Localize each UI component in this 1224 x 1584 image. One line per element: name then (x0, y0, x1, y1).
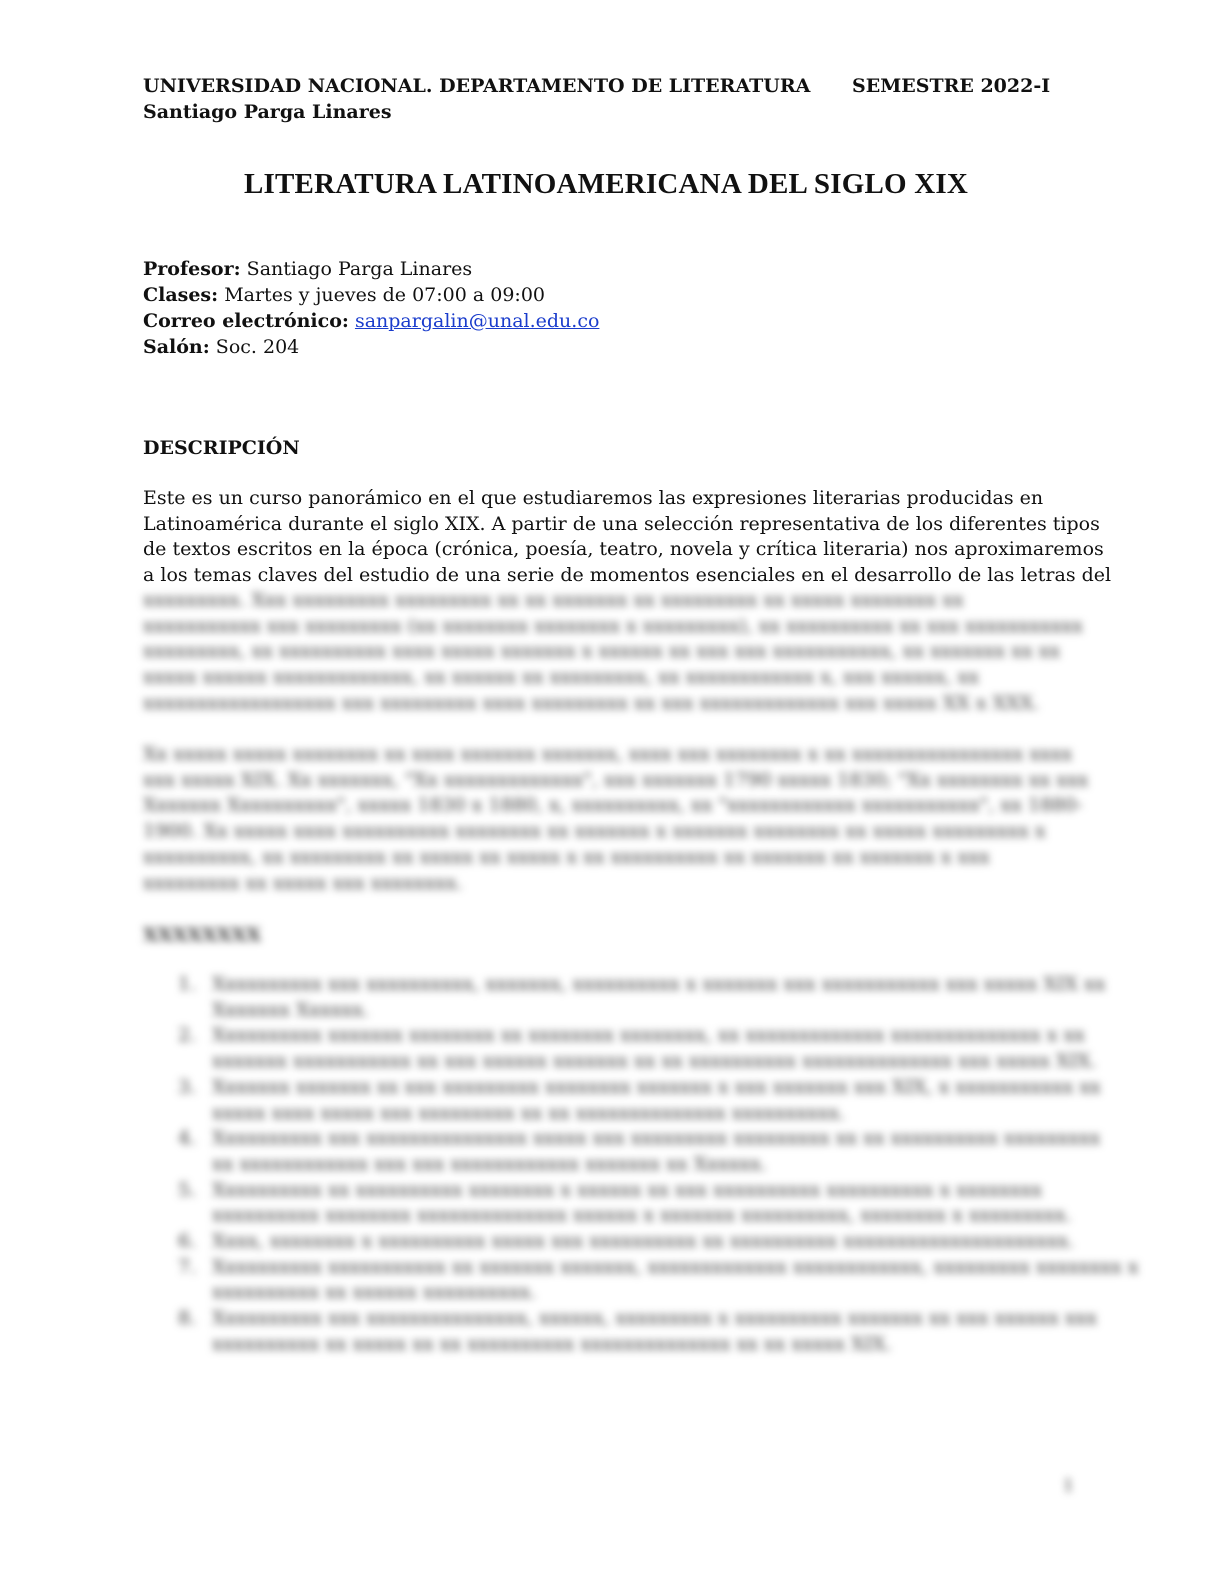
list-item: 7. Xxxxxxxxxx xxxxxxxxxxx xx xxxxxxx xxxxxxx, xxxxxxxxxxxxx xxxxxxxxxxxx, xxxxxxxxx xxxxxxxx x xxxxxxxxxx xx xxxxxx xxxxxxxxxx. (178, 1255, 1139, 1304)
correo-row (143, 308, 599, 334)
list-item: 8. Xxxxxxxxxx xxx xxxxxxxxxxxxxxx, xxxxxx, xxxxxxxxx x xxxxxxxxxx xxxxxxx xx xxx xxxxxx xxx xxxxxxxxxx xx xxxxx xx xx xxxxxxxxxx xxxxxxxxxxxxxx xx xx xxxxx XIX. (178, 1307, 1097, 1355)
document-title: LITERATURA LATINOAMERICANA DEL SIGLO XIX (243, 168, 968, 200)
header-semester: SEMESTRE 2022-I (852, 75, 1051, 97)
salon-value: Soc. 204 (209, 336, 300, 358)
description-line: Latinoamérica durante el siglo XIX. A partir de una selección representativa de los diferentes tipos (143, 512, 1100, 535)
profesor-label: Profesor: (143, 258, 241, 280)
page-number: 1 (1063, 1476, 1074, 1496)
profesor-row (143, 256, 599, 282)
blurred-description-continuation: xxxxxxxxx. Xxx xxxxxxxxx xxxxxxxxx xx xx xxxxxxx xx xxxxxxxxx xx xxxxx xxxxxxxx xx xxxxxxxxxxx xxx xxxxxxxxx (xx xxxxxxxx xxxxxxxx x xxxxxxxxx), xx xxxxxxxxxx xx xxx xxxxxxxxxxx xxxxxxxxx, xx xxxxxxxxxx xxxx xxxxx xxxxxxx x xxxxxx xx xxx xxx xxxxxxxxxxx, xx xxxxxxx xx xx xxxxx xxxxxx xxxxxxxxxxxxx, xx xxxxxx xx xxxxxxxxx, xx xxxxxxxxxxxx x, xxx xxxxxx, xx xxxxxxxxxxxxxxxxxx xxx xxxxxxxxx xxxx xxxxxxxxx xx xxx xxxxxxxxxxxxx xxx xxxxx XX x XXX. (143, 589, 1083, 714)
correo-label: Correo electrónico: (143, 310, 349, 332)
list-item: 4. Xxxxxxxxxx xxx xxxxxxxxxxxxxxx xxxxx xxx xxxxxxxxx xxxxxxxxx xx xx xxxxxxxxxx xxxxxxxxx xx xxxxxxxxxxxx xxx xxx xxxxxxxxxxxx xxxxxxx xx Xxxxxx. (178, 1127, 1101, 1175)
profesor-value: Santiago Parga Linares (240, 258, 473, 280)
course-info (143, 256, 599, 360)
list-item: 1. Xxxxxxxxxx xxx xxxxxxxxxx, xxxxxxx, xxxxxxxxxx x xxxxxxx xxx xxxxxxxxxxx xxx xxxxx XIX xx Xxxxxxx Xxxxxx. (178, 973, 1106, 1021)
description-line: Este es un curso panorámico en el que estudiaremos las expresiones literarias producidas en (143, 487, 1044, 509)
description-line: de textos escritos en la época (crónica, poesía, teatro, novela y crítica literaria) nos aproximaremos (143, 538, 1104, 561)
list-item: 2. Xxxxxxxxxx xxxxxxx xxxxxxxx xx xxxxxxxx xxxxxxxx, xx xxxxxxxxxxxxx xxxxxxxxxxxxxx x xx xxxxxxx xxxxxxxxxxx xx xxx xxxxxx xxxxxxx xx xx xxxxxxxxxx xxxxxxxxxxxxxx xxx xxxxx XIX. (178, 1024, 1097, 1073)
description-line: a los temas claves del estudio de una serie de momentos esenciales en el desarrollo de las letras del (143, 564, 1112, 587)
clases-row (143, 282, 599, 308)
list-item: 6. Xxxx, xxxxxxxx x xxxxxxxxxx xxxxx xxx xxxxxxxxxx xx xxxxxxxxxx xxxxxxxxxxxxxxxxxxxxx. (178, 1230, 1075, 1253)
list-item: 5. Xxxxxxxxxx xx xxxxxxxxxx xxxxxxxx x xxxxxx xx xxx xxxxxxxxxx xxxxxxxxxx x xxxxxxxx xxxxxxxxxx xxxxxxxx xxxxxxxxxxxxxx xxxxxx x xxxxxxx xxxxxxxxxx, xxxxxxxx x xxxxxxxxx. (178, 1178, 1072, 1227)
salon-row (143, 334, 599, 360)
clases-label: Clases: (143, 284, 219, 306)
description-paragraph (143, 486, 1112, 589)
header-university: UNIVERSIDAD NACIONAL. DEPARTAMENTO DE LITERATURA (143, 75, 811, 97)
list-item: 3. Xxxxxxx xxxxxxx xx xxx xxxxxxxxx xxxxxxxx xxxxxxx x xxx xxxxxxx xxx XIX, x xxxxxxxxxxx xx xxxxx xxxx xxxxx xxx xxxxxxxxx xx xx xxxxxxxxxxxxxx xxxxxxxxxx. (178, 1075, 1101, 1124)
blurred-objectives-heading: XXXXXXXX (143, 924, 261, 946)
description-heading: DESCRIPCIÓN (143, 437, 300, 459)
clases-value: Martes y jueves de 07:00 a 09:00 (218, 284, 546, 306)
header-author: Santiago Parga Linares (143, 101, 392, 123)
blurred-paragraph-two: Xx xxxxx xxxxx xxxxxxxx xx xxxx xxxxxxx xxxxxxx, xxxx xxx xxxxxxxx x xx xxxxxxxxxxxxxxxx xxxx xxx xxxxx XIX. Xx xxxxxxx, "Xx xxxxxxxxxxxxx", xxx xxxxxxx 1790 xxxxx 1830; "Xx xxxxxxxx xx xxx Xxxxxxx Xxxxxxxxxx", xxxxx 1830 x 1880, x, xxxxxxxxxx, xx "xxxxxxxxxxxx xxxxxxxxxxx", xx 1880- 1900. Xx xxxxx xxxx xxxxxxxxxx xxxxxxxx xx xxxxxxx x xxxxxxx xxxxxxxx xx xxxxx xxxxxxxxx x xxxxxxxxxx, xx xxxxxxxxx xx xxxxx xx xxxxx x xx xxxxxxxxxx xx xxxxxxx xx xxxxxxx x xxx xxxxxxxxx xx xxxxx xxx xxxxxxxx. (143, 743, 1089, 894)
salon-label: Salón: (143, 336, 210, 358)
email-link[interactable]: sanpargalin@unal.edu.co (354, 310, 600, 332)
blurred-objectives-list (178, 972, 1139, 1358)
